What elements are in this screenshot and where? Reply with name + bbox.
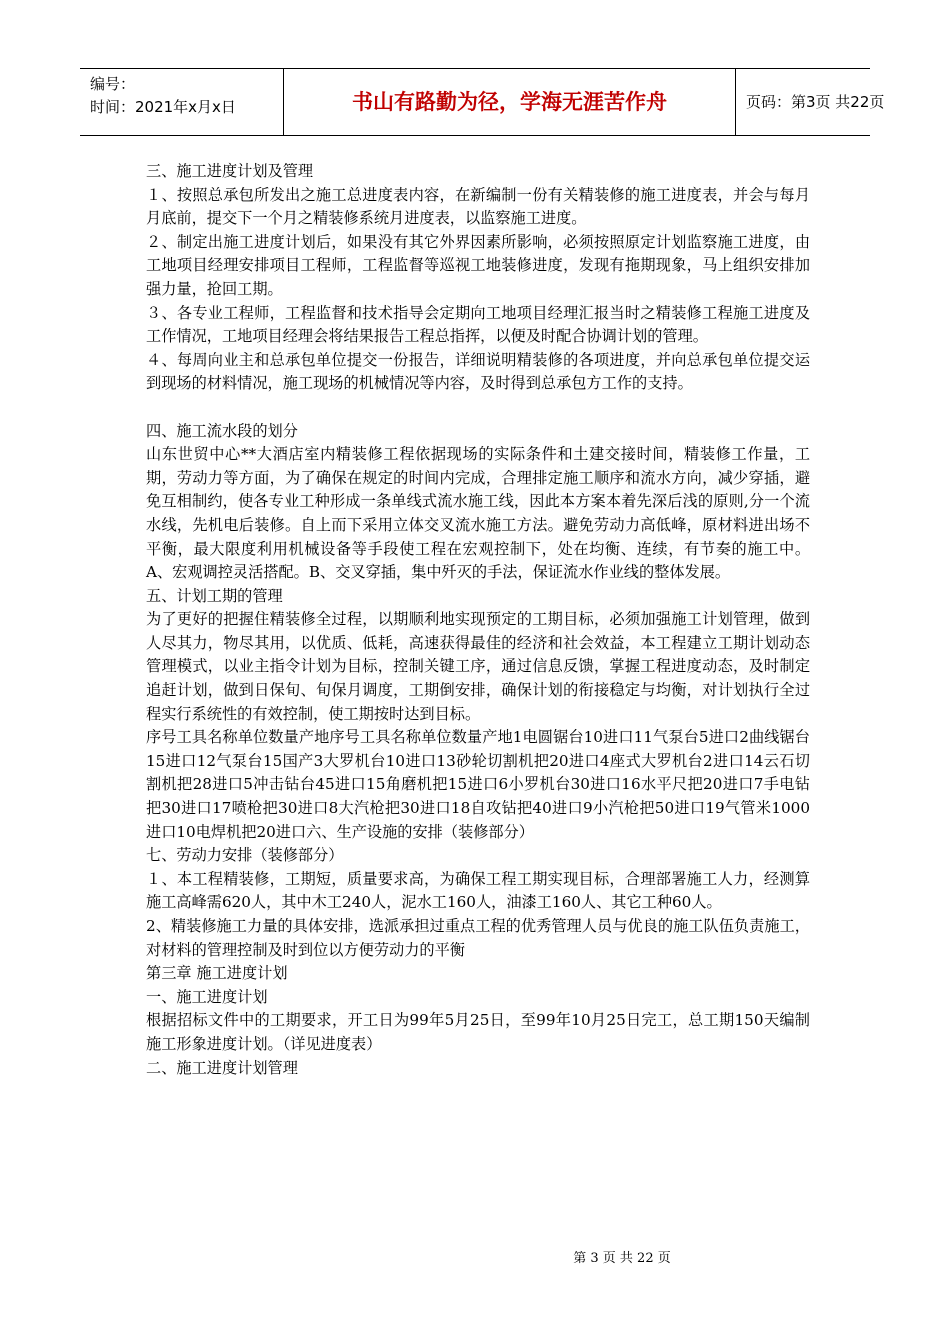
section-heading: 七、劳动力安排（装修部分） <box>146 846 344 865</box>
paragraph: 序号工具名称单位数量产地序号工具名称单位数量产地1电圆锯台10进口11气泵台5进口2曲线锯台15进口12气泵台15国产3大罗机台10进口13砂轮切割机把20进口4座式大罗机台2进口14云石切割机把28进口5冲击钻台45进口15角磨机把15进口6小罗机台30进口16水平尺把20进口7手电钻把30进口17喷枪把30进口8大汽枪把30进口18自攻钻把40进口9小汽枪把50进口19气管米1000进口10电焊机把20进口六、生产设施的安排（装修部分） <box>146 728 810 841</box>
chapter-heading: 第三章 施工进度计划 <box>146 964 288 983</box>
paragraph: ４、每周向业主和总承包单位提交一份报告，详细说明精装修的各项进度，并向总承包单位提交运到现场的材料情况，施工现场的机械情况等内容，及时得到总承包方工作的支持。 <box>146 350 810 393</box>
section-heading: 四、施工流水段的划分 <box>146 421 298 440</box>
section-heading: 三、施工进度计划及管理 <box>146 162 314 180</box>
document-body <box>146 160 810 1080</box>
paragraph: 根据招标文件中的工期要求，开工日为99年5月25日，至99年10月25日完工，总工期150天编制施工形象进度计划。（详见进度表） <box>146 1011 810 1053</box>
section-heading: 二、施工进度计划管理 <box>146 1058 298 1077</box>
document-header <box>80 68 885 136</box>
paragraph: ３、各专业工程师，工程监督和技术指导会定期向工地项目经理汇报当时之精装修工程施工进度及工作情况，工地项目经理会将结果报告工程总指挥，以便及时配合协调计划的管理。 <box>146 303 810 346</box>
header-page-number: 页码：第3页 共22页 <box>746 93 885 111</box>
page-footer <box>0 1247 950 1266</box>
paragraph: 为了更好的把握住精装修全过程，以期顺利地实现预定的工期目标，必须加强施工计划管理，做到人尽其力，物尽其用，以优质、低耗，高速获得最佳的经济和社会效益，本工程建立工期计划动态管理模式，以业主指令计划为目标，控制关键工序，通过信息反馈，掌握工程进度动态，及时制定追赶计划，做到日保旬、旬保月调度，工期倒安排，确保计划的衔接稳定与均衡，对计划执行全过程实行系统性的有效控制，使工期按时达到目标。 <box>146 610 810 723</box>
paragraph: 2、精装修施工力量的具体安排，选派承担过重点工程的优秀管理人员与优良的施工队伍负责施工，对材料的管理控制及时到位以方便劳动力的平衡 <box>146 917 810 959</box>
paragraph: １、本工程精装修，工期短，质量要求高，为确保工程工期实现目标，合理部署施工人力，经测算施工高峰需620人，其中木工240人，泥水工160人，油漆工160人、其它工种60人。 <box>146 869 810 912</box>
paragraph: 山东世贸中心**大酒店室内精装修工程依据现场的实际条件和土建交接时间，精装修工作量，工期，劳动力等方面，为了确保在规定的时间内完成，合理排定施工顺序和流水方向，减少穿插，避免互相制约，使各专业工种形成一条单线式流水施工线，因此本方案本着先深后浅的原则,分一个流水线，先机电后装修。自上而下采用立体交叉流水施工方法。避免劳动力高低峰，原材料进出场不平衡，最大限度利用机械设备等手段使工程在宏观控制下，处在均衡、连续，有节奏的施工中。A、宏观调控灵活搭配。B、交叉穿插，集中歼灭的手法，保证流水作业线的整体发展。 <box>146 445 810 582</box>
paragraph: １、按照总承包所发出之施工总进度表内容，在新编制一份有关精装修的施工进度表，并会与每月月底前，提交下一个月之精装修系统月进度表，以监察施工进度。 <box>146 185 810 228</box>
section-heading: 一、施工进度计划 <box>146 987 268 1006</box>
header-code: 编号： <box>90 75 136 93</box>
header-meta <box>80 69 284 135</box>
header-date: 时间：2021年x月x日 <box>90 98 236 116</box>
section-heading: 五、计划工期的管理 <box>146 586 283 605</box>
header-motto: 书山有路勤为径，学海无涯苦作舟 <box>284 69 736 135</box>
paragraph: ２、制定出施工进度计划后，如果没有其它外界因素所影响，必须按照原定计划监察施工进度，由工地项目经理安排项目工程师，工程监督等巡视工地装修进度，发现有拖期现象，马上组织安排加强力量，抢回工期。 <box>146 232 810 298</box>
footer-page-number: 第 3 页 共 22 页 <box>573 1251 671 1266</box>
